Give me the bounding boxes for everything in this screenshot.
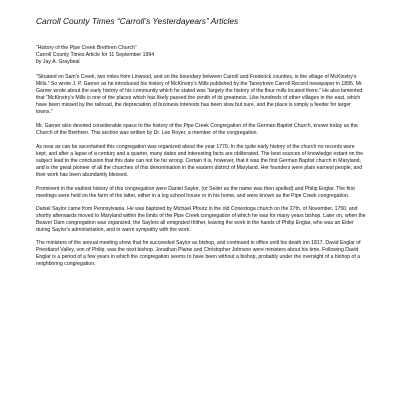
document-title: Carroll County Times “Carroll’s Yesterdayears” Articles [36,16,239,26]
paragraph-6: The ministers of the annual meeting show that he succeeded Saylor as bishop, and continued in office until his death inn 1817. David Englar of Priestland Valley, son of Philip, was the next bishop. Jonathan Plaine and Christopher Johnson were ministers about his time. Following David Englar is a period of a few years in which the congregation seems to have been without a bishop, probably under the oversight of a bishop of a neighboring congregation. [36,240,361,267]
paragraph-3: As near as can be ascertained this congregation was organized about the year 1770. In the quite early history of the church no records were kept, and after a lapse of a century and a quarter, many dates and interesting facts are obliterated. The best sources of knowledge extant on the subject lead to the conclusion that this date can not be far wrong. Certain it is, however, that it was the first German Baptist church in Maryland, and is the great pioneer of all the churches of this denomination in the eastern district of Maryland. Her founders were plain earnest people, and their work has been abundantly blessed. [36,144,364,178]
paragraph-2: Mr. Garner also devoted considerable space to the history of the Pipe Creek Congregation of the German Baptist Church, known today as the Church of the Brethren. This section was written by Dr. Lee Royer, a member of the congregation. [36,123,358,136]
paragraph-1: “Situated on Sam’s Creek, two miles from Linwood, and on the boundary between Carroll and Frederick counties, is the village of McKinstry’s Mills.” So wrote J. P. Garner as he introduced his history of McKinstry’s Mills published by the Taneytown Carroll Record newspaper in 1895. Mr. Garner wrote about the early history of his community which he stated was “largely the history of the flour mills located there.” He also lamented that “McKinstry’s Mills is one of the places which has likely passed the zenith of its greatness. Like hundreds of other villages in the east, which have been missed by the railroad, the depreciation of business interests has been slow but sure, and the place is simply a feeder for larger towns.” [36,74,363,115]
paragraph-5: Daniel Saylor came from Pennsylvania. He was baptized by Michael Pfoutz in the old Conestoga church on the 27th. of November, 1750, and shortly afterwards moved to Maryland within the limits of the Pipe Creek congregation of which he was for many years bishop. Later on, when the Beaver Dam congregation was organized, the Saylors all emigrated thither, leaving the work in the hands of Philip Englar, who was an Elder during Saylor’s administration, and in warm sympathy with the work. [36,206,366,233]
article-author: by Jay A. Graybeal [36,59,80,65]
article-meta [36,45,400,66]
article-publication: Carroll County Times Article for 11 September 1994 [36,52,155,58]
paragraph-4: Prominent in the earliest history of this congregation were Daniel Saylor, (or Seiler as the name was then spelled) and Philip Englar. The first meetings were held on the farm of the latter, either in a log school house or in his home, and were known as the Pipe Creek congregation. [36,186,355,199]
article-headline: “History of the Pipe Creek Brethren Church” [36,45,137,51]
